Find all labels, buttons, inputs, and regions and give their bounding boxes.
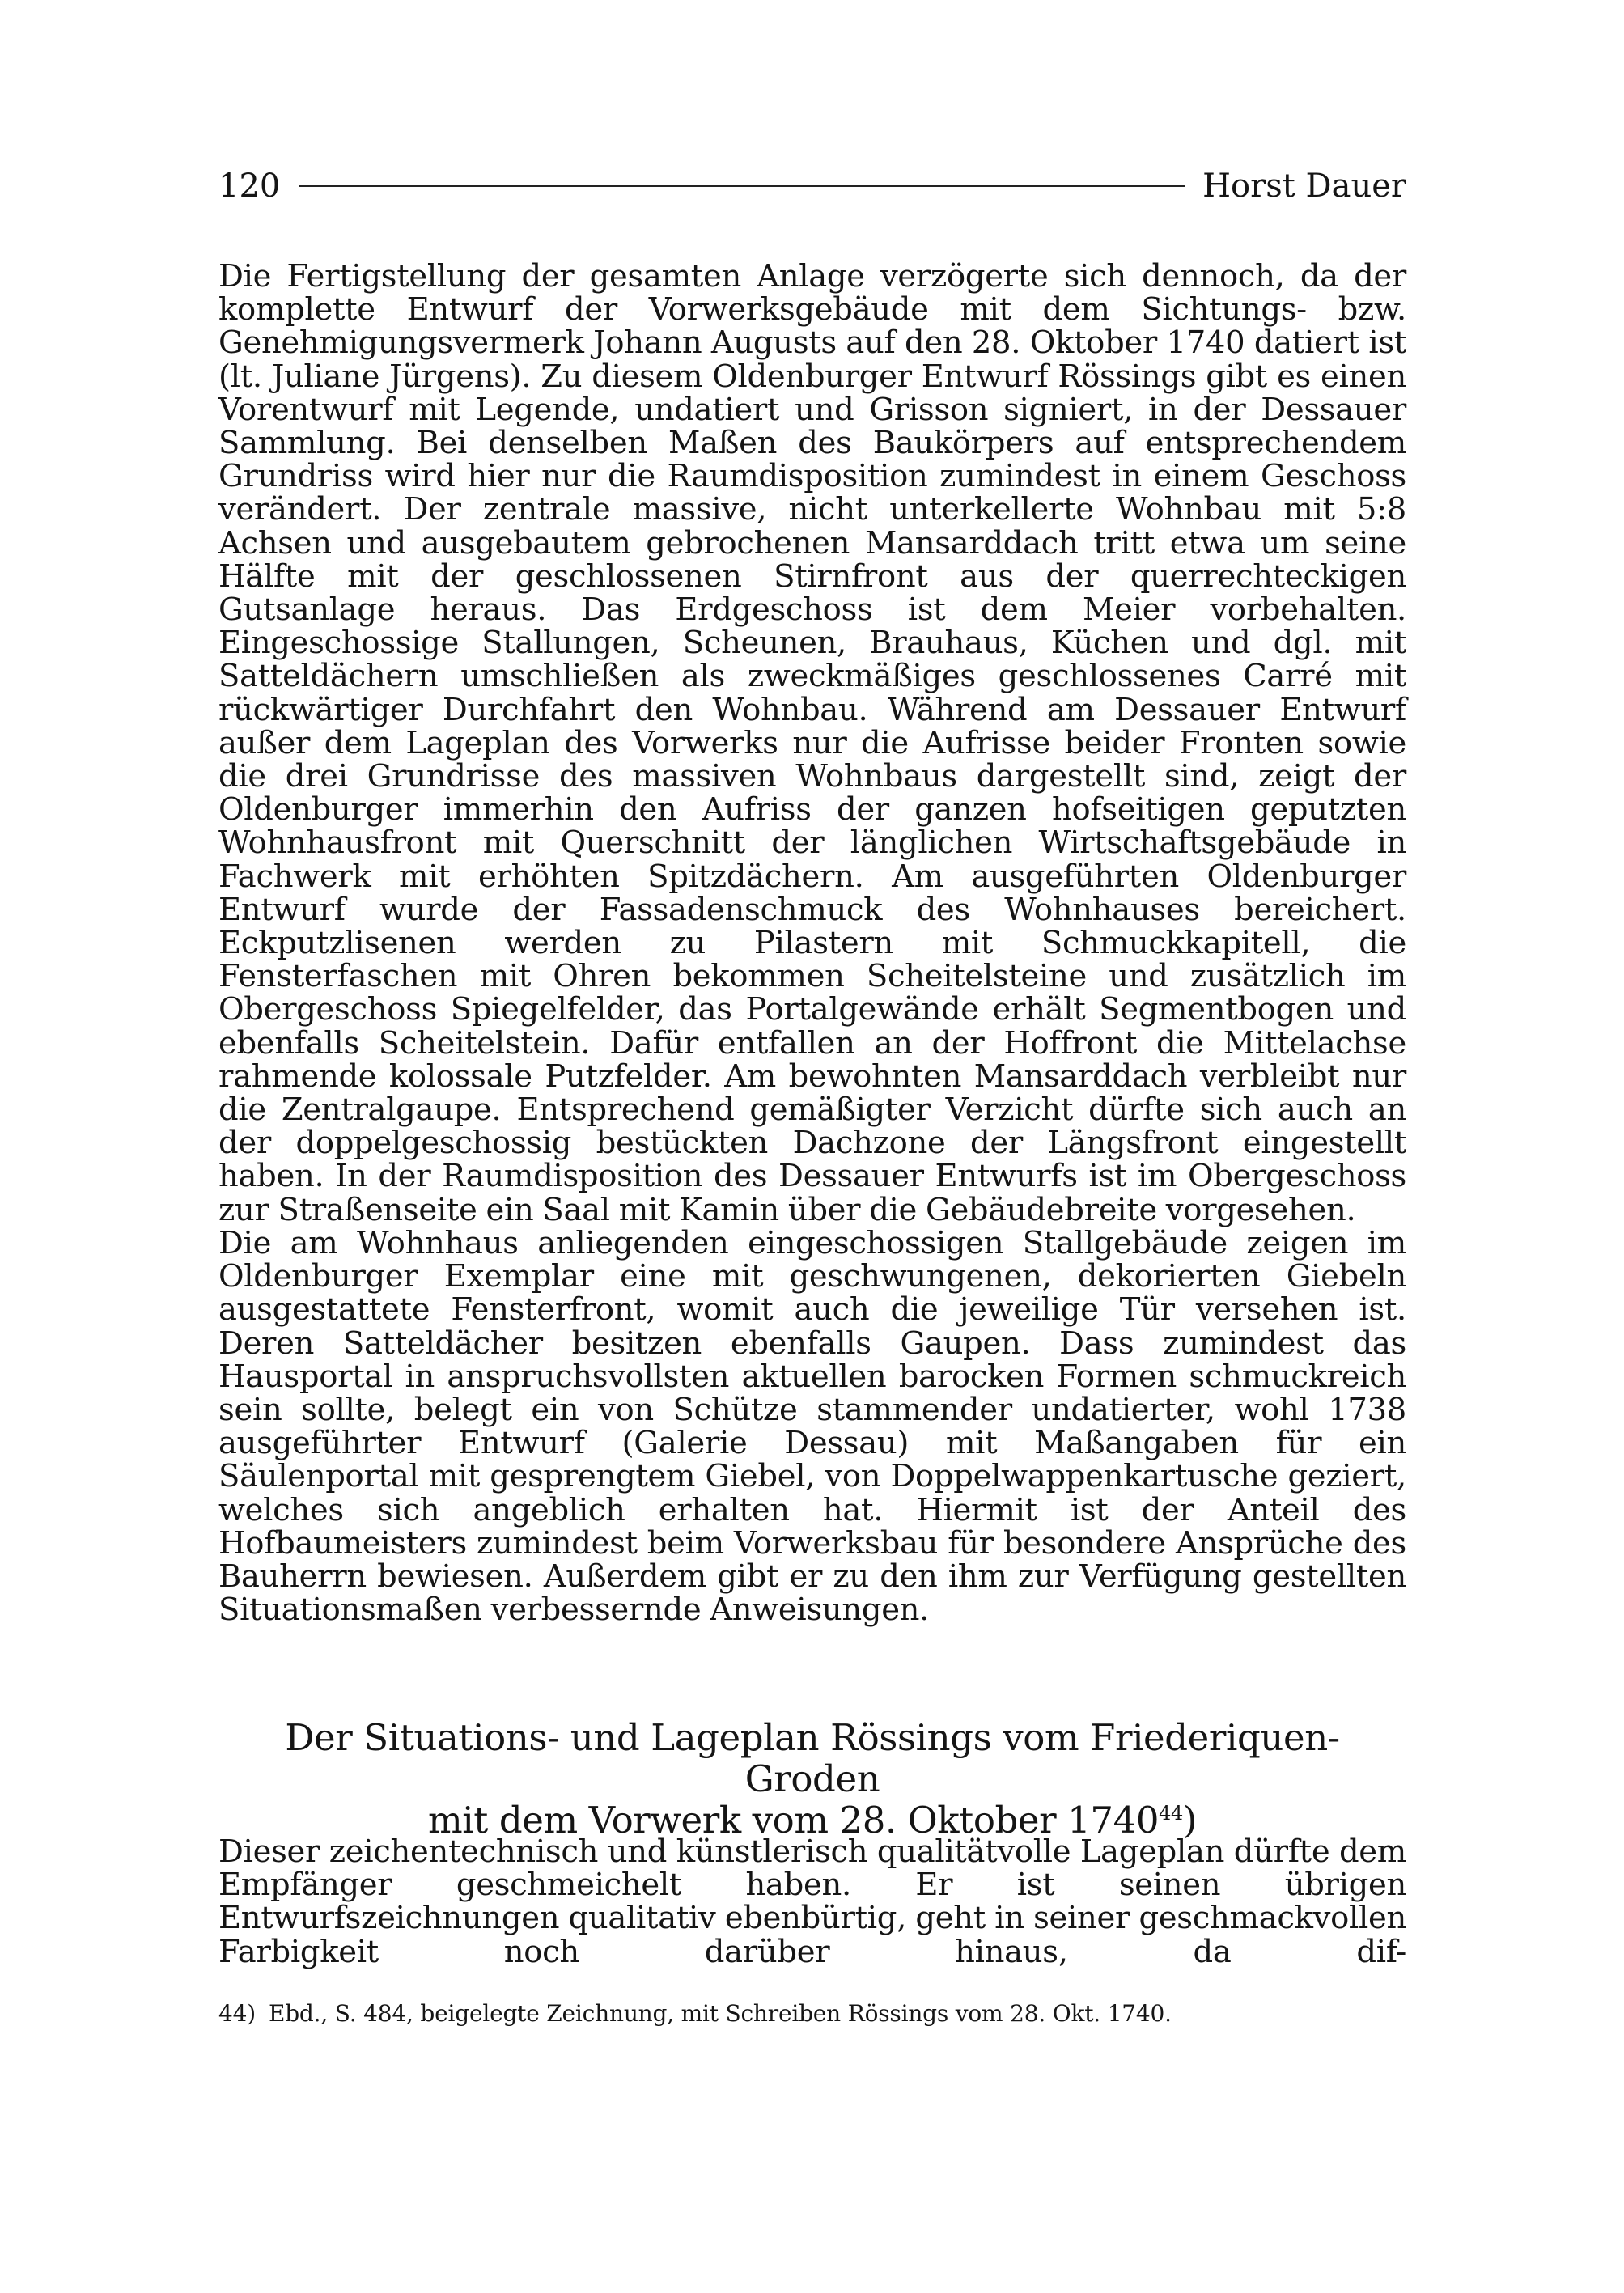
section-heading-line-1: Der Situations- und Lageplan Rössings vom Friederiquen-Groden	[285, 1716, 1340, 1800]
section-heading-line-2-text: mit dem Vorwerk vom 28. Oktober 1740	[427, 1799, 1160, 1842]
footnote-reference[interactable]: 44	[1159, 1802, 1183, 1825]
footnote	[218, 2000, 1406, 2028]
section-heading	[218, 1717, 1406, 1841]
footnote-text: Ebd., S. 484, beigelegte Zeichnung, mit Schreiben Rössings vom 28. Okt. 1740.	[268, 2000, 1172, 2027]
paragraph-3: Dieser zeichentechnisch und künstlerisch qualitätvolle Lageplan dürfte dem Empfänger geschmeichelt haben. Er ist seinen übrigen Entwurfszeichnungen qualitativ ebenbürtig, geht in seiner geschmackvollen Farbigkeit noch darüber hinaus, da dif-	[218, 1833, 1406, 1970]
running-author: Horst Dauer	[1202, 167, 1406, 205]
body-text-after-heading	[218, 1835, 1406, 1969]
header-rule	[299, 185, 1185, 187]
running-header	[218, 163, 1406, 209]
page-number: 120	[218, 167, 281, 205]
footnote-number: 44)	[218, 2000, 256, 2027]
body-text	[218, 258, 1406, 1629]
paragraph-2: Die am Wohnhaus anliegenden eingeschossigen Stallgebäude zeigen im Oldenburger Exemplar eine mit geschwungenen, dekorierten Giebeln ausgestattete Fensterfront, womit auch die jeweilige Tür versehen ist. Deren Satteldächer besitzen ebenfalls Gaupen. Dass zumindest das Hausportal in anspruchsvollsten aktuellen barocken Formen schmuckreich sein sollte, belegt ein von Schütze stammender undatierter, wohl 1738 ausgeführter Entwurf (Galerie Dessau) mit Maßangaben für ein Säulenportal mit gesprengtem Giebel, von Doppelwappenkartusche geziert, welches sich angeblich erhalten hat. Hiermit ist der Anteil des Hofbaumeisters zumindest beim Vorwerksbau für besondere Ansprüche des Bauherrn bewiesen. Außerdem gibt er zu den ihm zur Verfügung gestellten Situationsmaßen verbessernde Anweisungen.	[218, 1224, 1406, 1629]
section-heading-closing: )	[1182, 1799, 1198, 1842]
paragraph-1: Die Fertigstellung der gesamten Anlage verzögerte sich dennoch, da der komplette Entwurf der Vorwerksgebäude mit dem Sichtungs- bzw. Genehmigungsvermerk Johann Augusts auf den 28. Oktober 1740 datiert ist (lt. Juliane Jürgens). Zu diesem Oldenburger Entwurf Rössings gibt es einen Vorentwurf mit Legende, undatiert und Grisson signiert, in der Dessauer Sammlung. Bei denselben Maßen des Baukörpers auf entsprechendem Grundriss wird hier nur die Raumdisposition zumindest in einem Geschoss verändert. Der zentrale massive, nicht unterkellerte Wohnbau mit 5:8 Achsen und ausgebautem gebrochenen Mansarddach tritt etwa um seine Hälfte mit der geschlossenen Stirnfront aus der querrechteckigen Gutsanlage heraus. Das Erdgeschoss ist dem Meier vorbehalten. Eingeschossige Stallungen, Scheunen, Brauhaus, Küchen und dgl. mit Satteldächern umschließen als zweckmäßiges geschlossenes Carré mit rückwärtiger Durchfahrt den Wohnbau. Während am Dessauer Entwurf außer dem Lageplan des Vorwerks nur die Aufrisse beider Fronten sowie die drei Grundrisse des massiven Wohnbaus dargestellt sind, zeigt der Oldenburger immerhin den Aufriss der ganzen hofseitigen geputzten Wohnhausfront mit Querschnitt der länglichen Wirtschaftsgebäude in Fachwerk mit erhöhten Spitzdächern. Am ausgeführten Oldenburger Entwurf wurde der Fassadenschmuck des Wohnhauses bereichert. Eckputzlisenen werden zu Pilastern mit Schmuckkapitell, die Fensterfaschen mit Ohren bekommen Scheitelsteine und zusätzlich im Obergeschoss Spiegelfelder, das Portalgewände erhält Segmentbogen und ebenfalls Scheitelstein. Dafür entfallen an der Hoffront die Mittelachse rahmende kolossale Putzfelder. Am bewohnten Mansarddach verbleibt nur die Zentralgaupe. Entsprechend gemäßigter Verzicht dürfte sich auch an der doppelgeschossig bestückten Dachzone der Längsfront eingestellt haben. In der Raumdisposition des Dessauer Entwurfs ist im Obergeschoss zur Straßenseite ein Saal mit Kamin über die Gebäudebreite vorgesehen.	[218, 258, 1406, 1228]
